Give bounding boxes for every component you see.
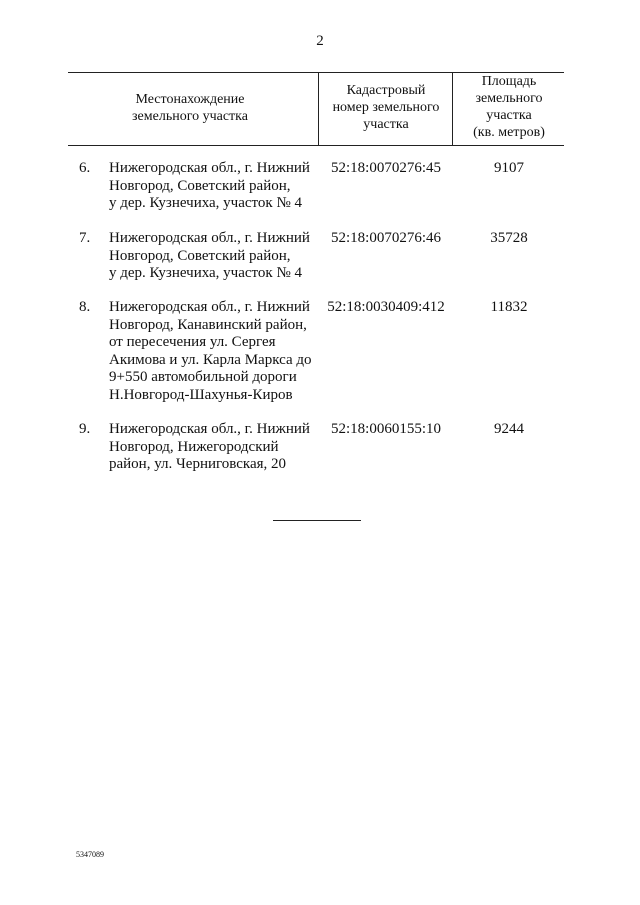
header-cadastral (320, 82, 452, 133)
row-address (109, 230, 319, 283)
row-number: 7. (79, 230, 91, 246)
address-line: Новгород, Советский район, (109, 177, 291, 194)
header-location-line: земельного участка (132, 109, 248, 124)
address-line: Нижегородская обл., г. Нижний (109, 230, 310, 246)
address-line: Новгород, Нижегородский (109, 438, 279, 455)
address-line: от пересечения ул. Сергея (109, 334, 276, 350)
row-area: 9244 (494, 421, 524, 437)
header-separator-1 (318, 72, 319, 145)
address-line: Нижегородская обл., г. Нижний (109, 421, 310, 437)
address-line: Акимова и ул. Карла Маркса до (109, 351, 312, 368)
address-line: Нижегородская обл., г. Нижний (109, 299, 310, 315)
row-number: 8. (79, 299, 91, 315)
address-line: Нижегородская обл., г. Нижний (109, 160, 310, 176)
row-address (109, 421, 319, 474)
row-area: 11832 (490, 299, 528, 315)
address-line: Новгород, Советский район, (109, 247, 291, 264)
row-cadastral: 52:18:0060155:10 (330, 421, 441, 437)
address-line: Новгород, Канавинский район, (109, 316, 307, 333)
header-area-line: земельного (475, 91, 543, 106)
header-cadastral-line: участка (363, 117, 409, 132)
address-line: у дер. Кузнечиха, участок № 4 (109, 195, 303, 211)
end-of-document-rule (273, 520, 361, 521)
address-line: район, ул. Черниговская, 20 (109, 456, 287, 472)
row-address (109, 299, 319, 404)
document-code: 5347089 (76, 850, 104, 859)
row-area: 35728 (490, 230, 528, 246)
row-address (109, 160, 319, 213)
row-area: 9107 (494, 160, 524, 176)
header-location (90, 91, 290, 125)
address-line: Н.Новгород-Шахунья-Киров (109, 386, 293, 403)
header-area-line: участка (486, 108, 532, 123)
row-cadastral: 52:18:0070276:45 (330, 160, 441, 176)
header-area-line: Площадь (481, 74, 537, 89)
row-cadastral: 52:18:0070276:46 (330, 230, 441, 246)
header-location-line: Местонахождение (135, 92, 245, 107)
header-cadastral-line: Кадастровый (346, 83, 426, 98)
header-separator-2 (452, 72, 453, 145)
row-number: 6. (79, 160, 91, 176)
address-line: 9+550 автомобильной дороги (109, 369, 297, 385)
row-cadastral: 52:18:0030409:412 (327, 299, 445, 315)
page-number: 2 (316, 33, 324, 49)
header-area-line: (кв. метров) (473, 125, 545, 140)
table-header-rule (68, 145, 564, 146)
row-number: 9. (79, 421, 91, 437)
address-line: у дер. Кузнечиха, участок № 4 (109, 265, 303, 281)
header-cadastral-line: номер земельного (332, 100, 440, 115)
header-area (454, 73, 564, 141)
